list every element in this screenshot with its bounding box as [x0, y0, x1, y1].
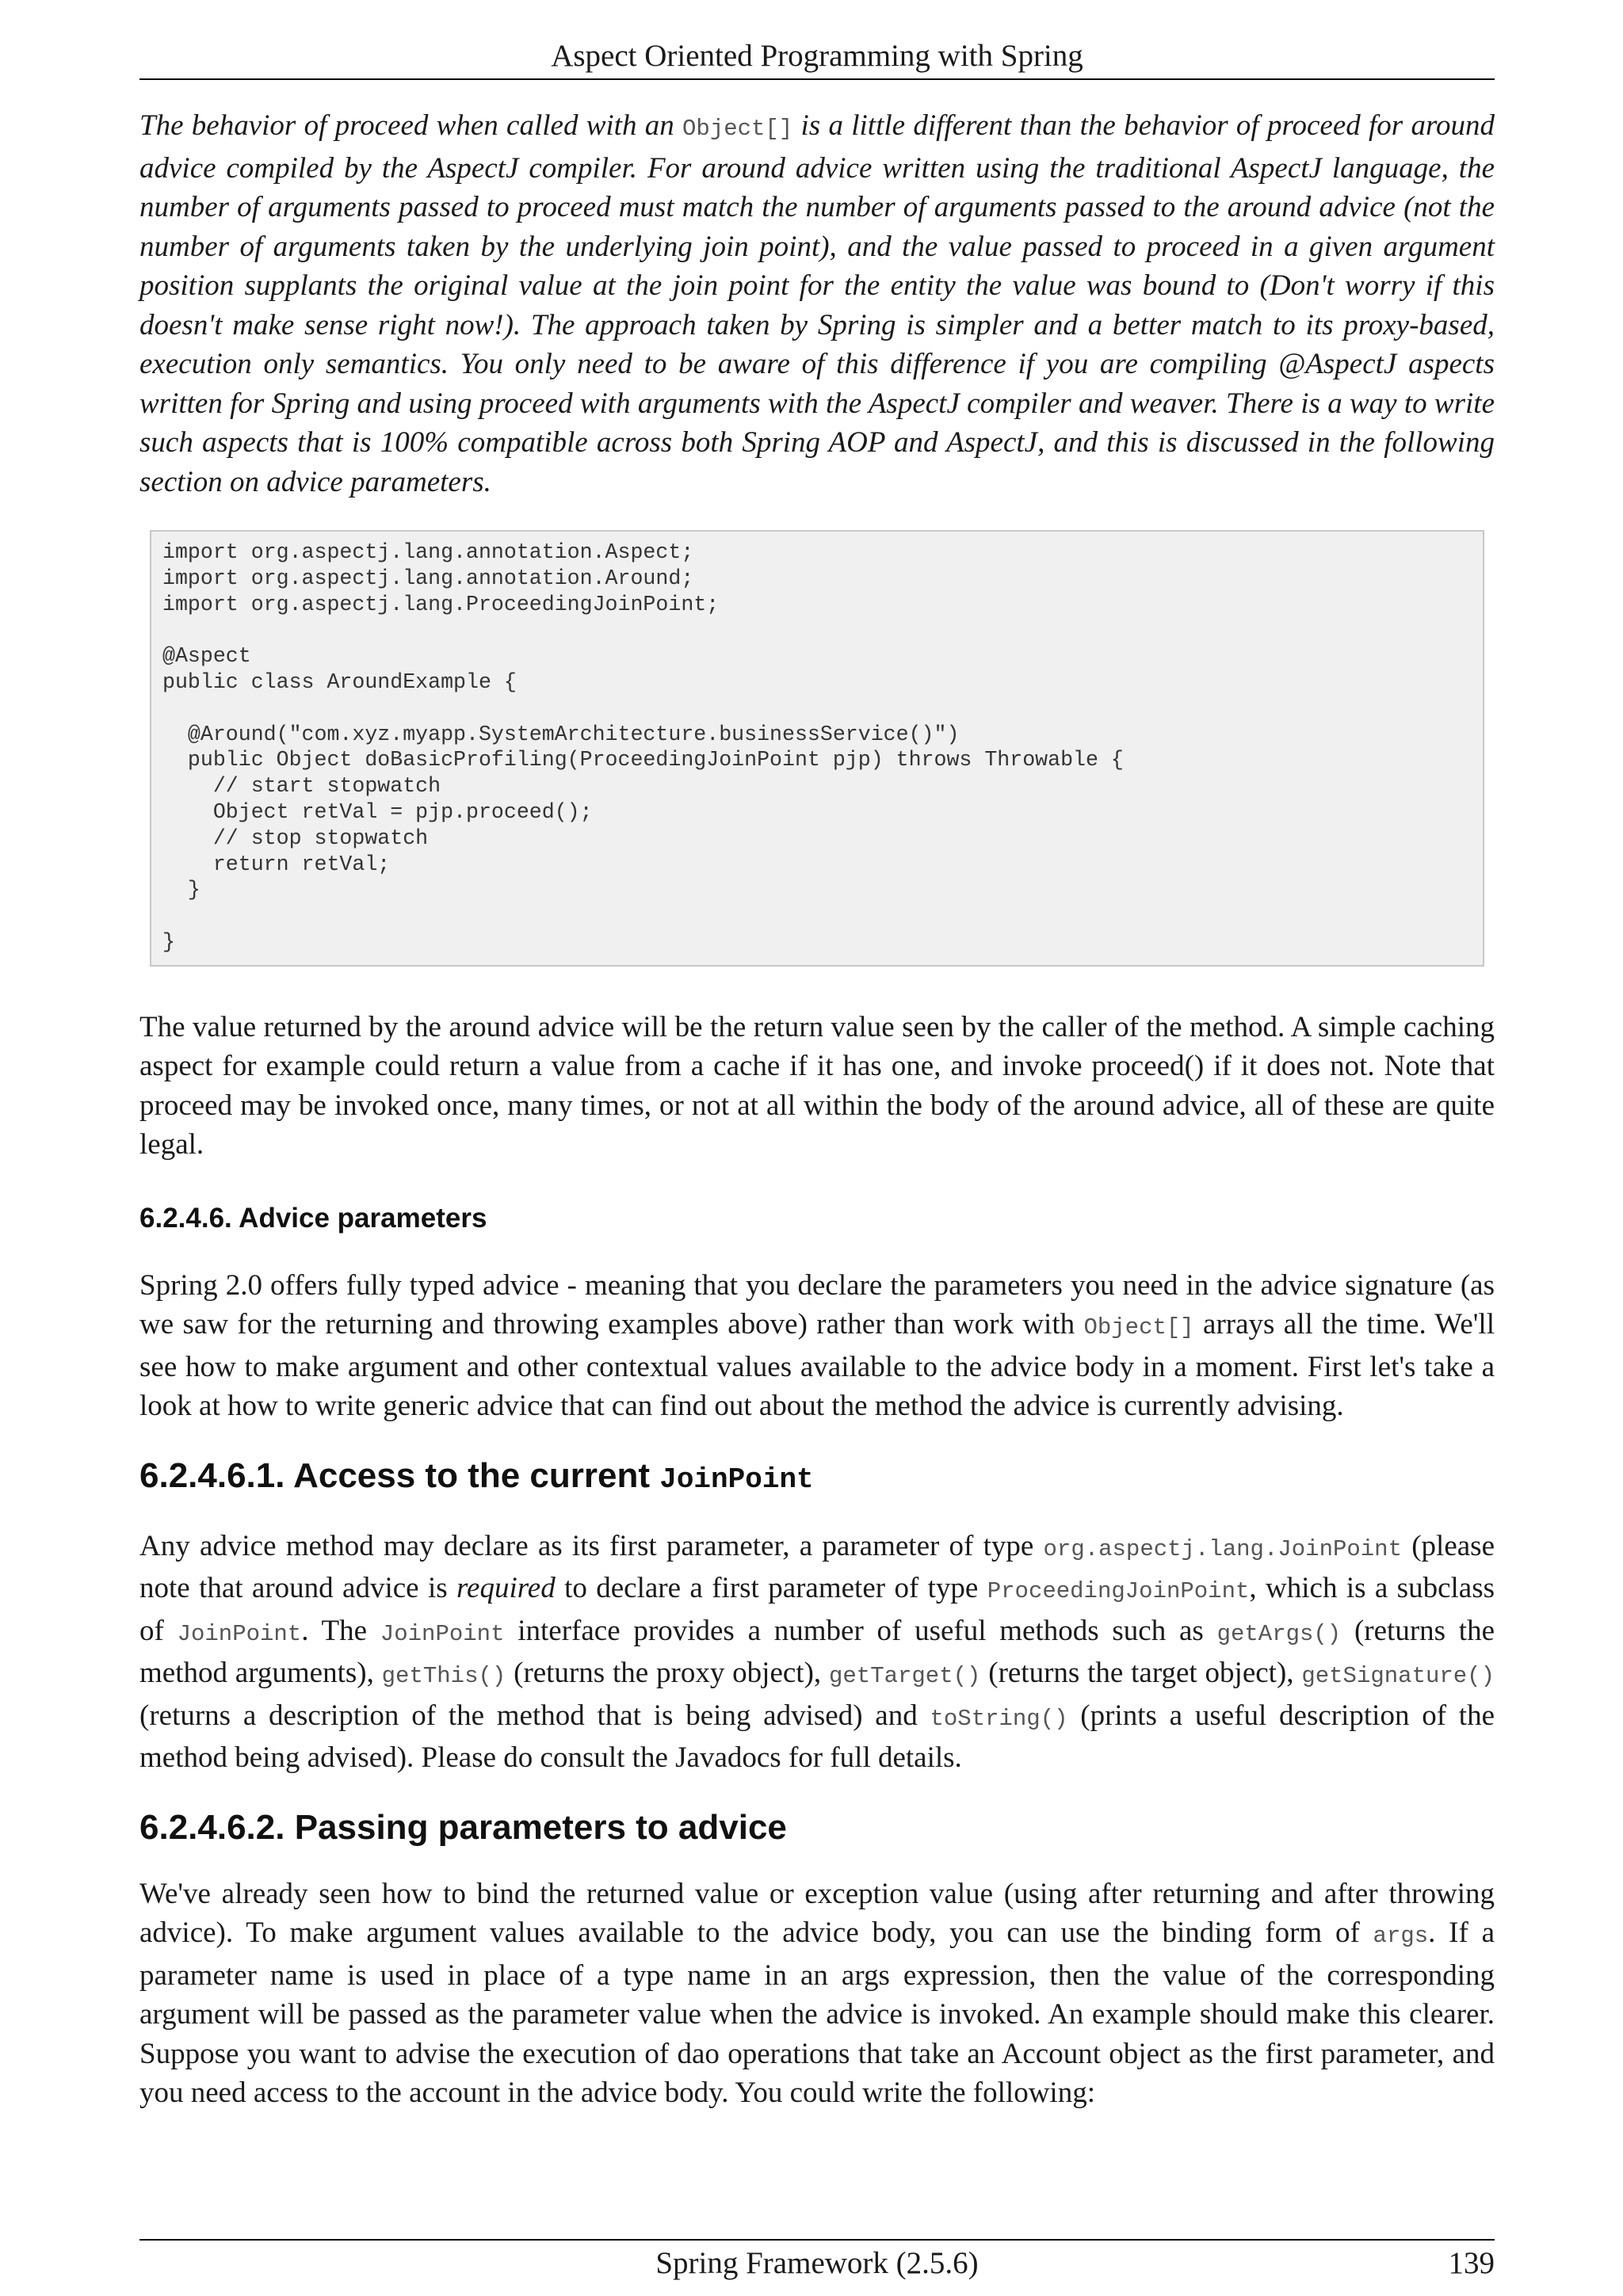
joinpoint-access-paragraph	[139, 1527, 1495, 1778]
around-example-code-block: import org.aspectj.lang.annotation.Aspect; import org.aspectj.lang.annotation.Around; import org.aspectj.lang.ProceedingJoinPoint; @Aspect public class AroundExample { @Around("com.xyz.myapp.SystemArchitecture.businessService()") public Object doBasicProfiling(ProceedingJoinPoint pjp) throws Throwable { // start stopwatch Object retVal = pjp.proceed(); // stop stopwatch return retVal; } }	[150, 530, 1484, 967]
s62461-t8: (returns the proxy object),	[506, 1657, 829, 1690]
s62461-c7: getTarget()	[828, 1663, 981, 1690]
header-rule	[139, 78, 1495, 80]
s62462-code-args: args	[1373, 1923, 1429, 1950]
s6246-text-1: Spring 2.0 offers fully typed advice - meaning that you declare the parameters you need in the advice signature (as we saw for the returning and throwing examples above) rather than work with	[139, 1268, 1495, 1341]
section-6-2-4-6-heading: 6.2.4.6. Advice parameters	[139, 1202, 487, 1234]
s62461-t6: interface provides a number of useful methods such as	[504, 1614, 1217, 1647]
s62461-title-code: JoinPoint	[659, 1463, 814, 1496]
section-6-2-4-6-1-heading	[139, 1455, 1495, 1501]
footer-title: Spring Framework (2.5.6)	[655, 2246, 979, 2280]
s62461-c5: getArgs()	[1216, 1620, 1342, 1647]
s62462-t2: . If a parameter name is used in place of a type name in an args expression, then the value of the corresponding argument will be passed as the parameter value when the advice is invoked. An example should make this clearer. Suppose you want to advise the execution of dao operations that take an Account object as the first parameter, and you need access to the account in the advice body. You could write the following:	[139, 1917, 1495, 2110]
s62461-t4: , which is a subclass of	[139, 1572, 1495, 1647]
s62461-c6: getThis()	[381, 1663, 506, 1690]
s62461-c3: JoinPoint	[177, 1620, 302, 1647]
s62461-t10: (returns a description of the method that is being advised) and	[139, 1699, 930, 1732]
page-footer	[139, 2242, 1495, 2285]
s62461-c8: getSignature()	[1301, 1663, 1495, 1690]
footer-rule	[139, 2239, 1495, 2241]
page-number: 139	[1448, 2246, 1495, 2280]
return-value-paragraph: The value returned by the around advice will be the return value seen by the caller of the method. A simple caching aspect for example could return a value from a cache if it has one, and invoke proceed() if it does not. Note that proceed may be invoked once, many times, or not at all within the body of the around advice, all of these are quite legal.	[139, 1010, 1495, 1161]
s62461-c1: org.aspectj.lang.JoinPoint	[1043, 1535, 1402, 1562]
s62462-t1: We've already seen how to bind the returned value or exception value (using after returning and after throwing advice). To make argument values available to the advice body, you can use the binding form of	[139, 1877, 1495, 1950]
s62461-t1: Any advice method may declare as its first parameter, a parameter of type	[139, 1529, 1044, 1562]
s62461-title-text: 6.2.4.6.1. Access to the current	[139, 1455, 660, 1495]
running-header: Aspect Oriented Programming with Spring	[551, 39, 1083, 73]
para1-code-object-array: Object[]	[682, 116, 793, 142]
para1-text-1: The behavior of proceed when called with an	[139, 109, 683, 142]
s62461-t3: to declare a first parameter of type	[555, 1572, 987, 1605]
proceed-behavior-paragraph	[139, 106, 1495, 502]
section-6-2-4-6-2-heading: 6.2.4.6.2. Passing parameters to advice	[139, 1807, 787, 1847]
s62461-t2: (please note that around advice is	[139, 1529, 1495, 1605]
s62461-em-required: required	[456, 1572, 556, 1605]
s62461-c9: toString()	[930, 1705, 1068, 1732]
passing-parameters-paragraph	[139, 1875, 1495, 2113]
s62461-c2: ProceedingJoinPoint	[987, 1578, 1250, 1605]
page-content	[139, 106, 1495, 2113]
s62461-t7: (returns the method arguments),	[139, 1614, 1495, 1690]
para1-text-2: is a little different than the behavior of proceed for around advice compiled by the AspectJ compiler. For around advice written using the traditional AspectJ language, the number of arguments passed to proceed must match the number of arguments passed to the around advice (not the number of arguments taken by the underlying join point), and the value passed to proceed in a given argument position supplants the original value at the join point for the entity the value was bound to (Don't worry if this doesn't make sense right now!). The approach taken by Spring is simpler and a better match to its proxy-based, execution only semantics. You only need to be aware of this difference if you are compiling @AspectJ aspects written for Spring and using proceed with arguments with the AspectJ compiler and weaver. There is a way to write such aspects that is 100% compatible across both Spring AOP and AspectJ, and this is discussed in the following section on advice parameters.	[139, 109, 1495, 498]
s6246-code-object-array: Object[]	[1083, 1314, 1194, 1341]
s62461-t11: (prints a useful description of the method being advised). Please do consult the Javadocs for full details.	[139, 1699, 1495, 1775]
s6246-text-2: arrays all the time. We'll see how to make argument and other contextual values available to the advice body in a moment. First let's take a look at how to write generic advice that can find out about the method the advice is currently advising.	[139, 1308, 1495, 1423]
s62461-t9: (returns the target object),	[980, 1657, 1302, 1690]
s62461-c4: JoinPoint	[380, 1620, 505, 1647]
s62461-t5: . The	[301, 1614, 380, 1647]
advice-parameters-paragraph	[139, 1266, 1495, 1426]
